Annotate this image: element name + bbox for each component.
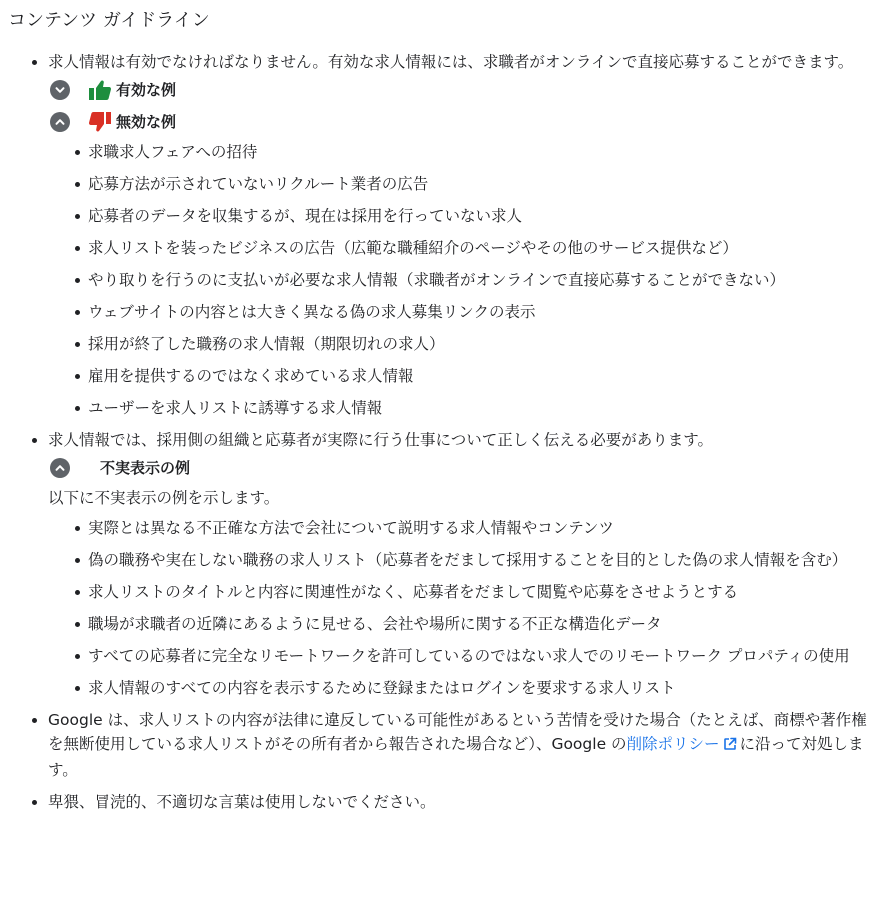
list-item: 応募者のデータを収集するが、現在は採用を行っていない求人 [88, 204, 868, 228]
guideline-item [48, 790, 868, 814]
guideline-item [48, 428, 868, 700]
invalid-examples-toggle[interactable] [50, 106, 868, 138]
valid-examples-toggle[interactable] [50, 74, 868, 106]
guidelines-content [0, 50, 868, 822]
removal-policy-link[interactable]: 削除ポリシー [626, 735, 720, 753]
list-item: 求職求人フェアへの招待 [88, 140, 868, 164]
thumbs-down-icon [88, 111, 112, 133]
list-item: やり取りを行うのに支払いが必要な求人情報（求職者がオンラインで直接応募することができない） [88, 268, 868, 292]
guideline-text: 求人情報は有効でなければなりません。有効な求人情報には、求職者がオンラインで直接応募することができます。 [48, 53, 854, 71]
guideline-text: Google は、求人リストの内容が法律に違反している可能性があるという苦情を受けた場合（たとえば、商標や著作権を無断使用している求人リストがその所有者から報告された場合など）、Google の [48, 711, 867, 753]
guideline-text: 卑猥、冒涜的、不適切な言葉は使用しないでください。 [48, 793, 436, 811]
list-item: 採用が終了した職務の求人情報（期限切れの求人） [88, 332, 868, 356]
list-item: 偽の職務や実在しない職務の求人リスト（応募者をだまして採用することを目的とした偽の求人情報を含む） [88, 548, 868, 572]
page-title: コンテンツ ガイドライン [8, 10, 210, 31]
chevron-up-icon [50, 112, 70, 132]
list-item: 求人情報のすべての内容を表示するために登録またはログインを要求する求人リスト [88, 676, 868, 700]
guideline-list [0, 50, 868, 814]
thumbs-up-icon [88, 79, 112, 101]
external-link-icon[interactable] [723, 734, 737, 758]
list-item: 求人リストを装ったビジネスの広告（広範な職種紹介のページやその他のサービス提供など） [88, 236, 868, 260]
list-item: 応募方法が示されていないリクルート業者の広告 [88, 172, 868, 196]
misrepresentation-examples-label: 不実表示の例 [100, 459, 191, 477]
list-item: 実際とは異なる不正確な方法で会社について説明する求人情報やコンテンツ [88, 516, 868, 540]
guideline-item [48, 50, 868, 420]
invalid-examples-list [48, 140, 868, 420]
list-item: ユーザーを求人リストに誘導する求人情報 [88, 396, 868, 420]
list-item: 求人リストのタイトルと内容に関連性がなく、応募者をだまして閲覧や応募をさせようとする [88, 580, 868, 604]
guideline-text-tail: に沿って対処します。 [48, 735, 864, 779]
chevron-down-icon [50, 80, 70, 100]
list-item: 職場が求職者の近隣にあるように見せる、会社や場所に関する不正な構造化データ [88, 612, 868, 636]
misrepresentation-list [48, 516, 868, 700]
invalid-examples-label: 無効な例 [116, 113, 177, 131]
chevron-up-icon [50, 458, 70, 478]
misrepresentation-examples-toggle[interactable] [50, 452, 868, 484]
list-item: すべての応募者に完全なリモートワークを許可しているのではない求人でのリモートワーク プロパティの使用 [88, 644, 868, 668]
list-item: ウェブサイトの内容とは大きく異なる偽の求人募集リンクの表示 [88, 300, 868, 324]
list-item: 雇用を提供するのではなく求めている求人情報 [88, 364, 868, 388]
valid-examples-label: 有効な例 [116, 81, 177, 99]
guideline-item [48, 708, 868, 782]
guideline-text: 求人情報では、採用側の組織と応募者が実際に行う仕事について正しく伝える必要があります。 [48, 431, 713, 449]
misrepresentation-intro: 以下に不実表示の例を示します。 [48, 489, 280, 507]
